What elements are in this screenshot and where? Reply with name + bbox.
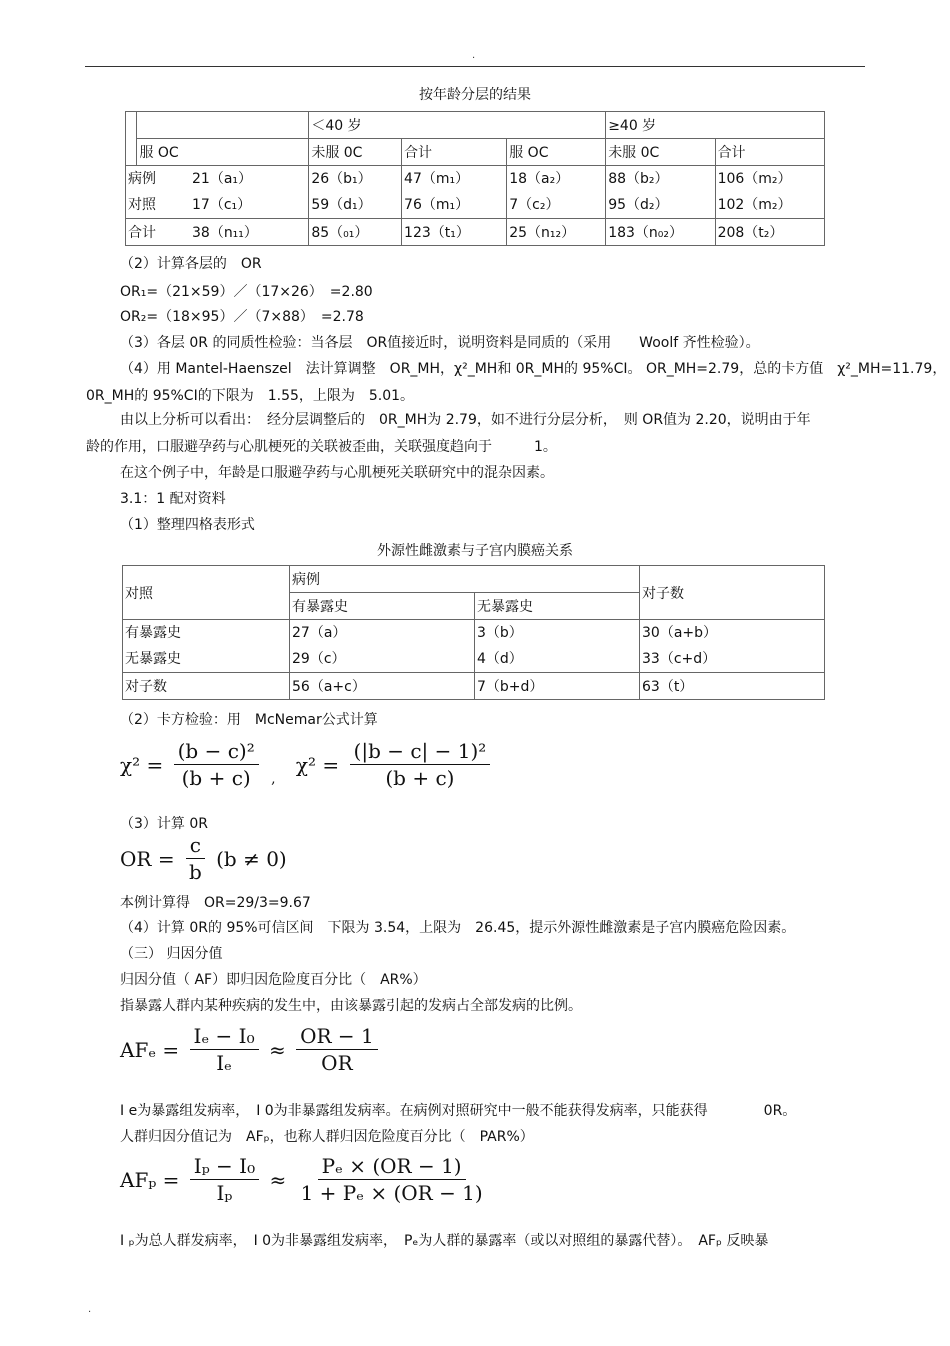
table1-row-control: 对照: [128, 197, 156, 213]
table1-case-line: [128, 166, 306, 192]
paragraph: 人群归因分值记为 AFₚ，也称人群归因危险度百分比（ PAR%）: [120, 1129, 534, 1145]
paragraph: （2）计算各层的 OR: [120, 256, 262, 272]
fraction-numerator: OR − 1: [296, 1023, 378, 1050]
table2-pairs-bd: 7（b+d）: [475, 673, 640, 700]
afe-formula: [120, 1023, 382, 1076]
fraction: [190, 1153, 259, 1206]
paragraph: （3）各层 0R 的同质性检验：当各层 OR值接近时，说明资料是同质的（采用 Woolf 齐性检验）。: [120, 335, 760, 351]
fraction-numerator: Pₑ × (OR − 1): [318, 1153, 466, 1180]
mcnemar-formula: [120, 738, 494, 791]
table2-title: 外源性雌激素与子宫内膜癌关系: [377, 543, 573, 559]
fraction-numerator: Iₑ − I₀: [190, 1023, 259, 1050]
table1-row-labels: [126, 166, 309, 219]
afp-formula: [120, 1153, 491, 1206]
table2-sub-noexp: 无暴露史: [475, 593, 640, 620]
paragraph: OR₂=（18×95）／（7×88） =2.78: [120, 309, 364, 325]
fraction-denominator: OR: [321, 1051, 353, 1075]
table1-control-total-2: 102（m₂）: [717, 197, 792, 213]
table2-cell-d: 4（d）: [477, 651, 523, 667]
table1-row-total: 合计: [128, 225, 156, 241]
table1-col-oc-2: 服 OC: [507, 139, 606, 166]
table1-row-case: 病例: [128, 171, 156, 187]
fraction: [297, 1153, 487, 1206]
table2-cell-a: 27（a）: [292, 625, 347, 641]
table2-row-labels: [123, 620, 290, 673]
fraction-denominator: Iₚ: [216, 1181, 233, 1205]
table1-total-no-oc-2: 183（n₀₂）: [606, 219, 715, 246]
paragraph: I e为暴露组发病率， I 0为非暴露组发病率。在病例对照研究中一般不能获得发病率，只能获得 0R。: [120, 1103, 797, 1119]
paragraph: 由以上分析可以看出： 经分层调整后的 0R_MH为 2.79，如不进行分层分析， 则 OR值为 2.20，说明由于年: [120, 412, 811, 428]
fraction-denominator: 1 + Pₑ × (OR − 1): [300, 1181, 483, 1205]
paragraph: 归因分值（ AF）即归因危险度百分比（ AR%）: [120, 972, 427, 988]
or-condition: (b ≠ 0): [216, 846, 287, 871]
approx-sign: ≈: [268, 1037, 286, 1062]
paragraph: 3.1：1 配对资料: [120, 491, 226, 507]
table1-blank: [137, 112, 309, 139]
table1-total-no-oc: 85（₀₁）: [309, 219, 402, 246]
table1-total-total-2: 208（t₂）: [715, 219, 824, 246]
chi-lhs-2: χ² =: [295, 752, 340, 777]
table1-corner: [126, 112, 137, 166]
table2-col-control: 对照: [123, 566, 290, 620]
approx-sign: ≈: [269, 1167, 287, 1192]
table1-total-oc: 38（n₁₁）: [192, 225, 258, 241]
fraction: [296, 1023, 378, 1076]
fraction-numerator: (|b − c| − 1)²: [350, 738, 491, 765]
table1-col-total: 合计: [402, 139, 507, 166]
table2-pairs-ac: 56（a+c）: [290, 673, 475, 700]
paragraph: 龄的作用，口服避孕药与心肌梗死的关联被歪曲，关联强度趋向于 1。: [86, 439, 557, 455]
fraction: [350, 738, 491, 791]
fraction-numerator: (b − c)²: [174, 738, 259, 765]
or-lhs: OR =: [120, 846, 175, 871]
paragraph: OR₁=（21×59）／（17×26） =2.80: [120, 284, 373, 300]
table1-col-no-oc: 未服 0C: [309, 139, 402, 166]
table2-cell-cd: 33（c+d）: [642, 651, 717, 667]
paragraph: 在这个例子中，年龄是口服避孕药与心肌梗死关联研究中的混杂因素。: [120, 465, 554, 481]
chi-lhs: χ² =: [120, 752, 164, 777]
table1-group-ge40: ≥40 岁: [606, 112, 825, 139]
afp-lhs: AFₚ =: [120, 1167, 180, 1192]
table1-control-no-oc-2: 95（d₂）: [608, 197, 669, 213]
table2-cell: [640, 620, 825, 673]
table1-total-oc-2: 25（n₁₂）: [507, 219, 606, 246]
table1-case-total: 47（m₁）: [404, 171, 470, 187]
table2-row-exp: 有暴露史: [125, 625, 181, 641]
fraction-denominator: Iₑ: [216, 1051, 232, 1075]
table2-row-noexp: 无暴露史: [125, 651, 181, 667]
table1-total-row-label: [126, 219, 309, 246]
fraction-denominator: b: [188, 860, 202, 884]
table1-total-total: 123（t₁）: [402, 219, 507, 246]
table1-col-oc: 服 OC: [137, 139, 309, 166]
table2-col-pairs: 对子数: [640, 566, 825, 620]
paragraph: （1）整理四格表形式: [120, 517, 255, 533]
paragraph: 0R_MH的 95%CI的下限为 1.55，上限为 5.01。: [86, 388, 415, 404]
fraction-denominator: (b + c): [181, 766, 251, 790]
paragraph: （4）用 Mantel-Haenszel 法计算调整 OR_MH，χ²_MH和 0R_MH的 95%CI。 OR_MH=2.79，总的卡方值 χ²_MH=11.79，: [120, 361, 947, 377]
table1-cell: [402, 166, 507, 219]
fraction: [185, 832, 206, 885]
header-rule: [85, 66, 865, 67]
table1-control-no-oc: 59（d₁）: [311, 197, 372, 213]
table1-case-oc-2: 18（a₂）: [509, 171, 570, 187]
table2-cell-ab: 30（a+b）: [642, 625, 718, 641]
table2-pairs-t: 63（t）: [640, 673, 825, 700]
paragraph: （三） 归因分值: [120, 946, 223, 962]
table1-title: 按年龄分层的结果: [419, 87, 531, 103]
afe-lhs: AFₑ =: [120, 1037, 180, 1062]
paragraph: 指暴露人群内某种疾病的发生中，由该暴露引起的发病占全部发病的比例。: [120, 998, 582, 1014]
table1-case-no-oc-2: 88（b₂）: [608, 171, 669, 187]
table1-cell: [715, 166, 824, 219]
table2-cell-b: 3（b）: [477, 625, 523, 641]
paragraph: （3）计算 0R: [120, 816, 208, 832]
table2-row-pairs: 对子数: [123, 673, 290, 700]
table1-control-oc: 17（c₁）: [192, 197, 252, 213]
paragraph: I ₚ为总人群发病率， I 0为非暴露组发病率， Pₑ为人群的暴露率（或以对照组的暴露代替）。 AFₚ 反映暴: [120, 1233, 769, 1249]
header-dot: .: [472, 50, 476, 61]
age-stratified-table: [125, 111, 825, 246]
fraction: [174, 738, 259, 791]
table2-col-case: 病例: [290, 566, 640, 593]
comma: ,: [271, 770, 276, 787]
table1-case-no-oc: 26（b₁）: [311, 171, 372, 187]
or-formula: [120, 832, 287, 885]
paragraph: （4）计算 0R的 95%可信区间 下限为 3.54，上限为 26.45，提示外源性雌激素是子宫内膜癌危险因素。: [120, 920, 796, 936]
table1-case-oc: 21（a₁）: [192, 171, 253, 187]
table1-control-line: [128, 192, 306, 218]
fraction-denominator: (b + c): [385, 766, 455, 790]
table1-cell: [309, 166, 402, 219]
table1-col-no-oc-2: 未服 0C: [606, 139, 715, 166]
table2-cell-c: 29（c）: [292, 651, 346, 667]
paragraph: 本例计算得 OR=29/3=9.67: [120, 895, 311, 911]
table1-col-total-2: 合计: [715, 139, 824, 166]
paired-table: [122, 565, 825, 700]
table1-control-total: 76（m₁）: [404, 197, 470, 213]
table2-cell: [290, 620, 475, 673]
table2-cell: [475, 620, 640, 673]
table1-group-lt40: ＜40 岁: [309, 112, 606, 139]
fraction: [190, 1023, 259, 1076]
footer-dot: .: [88, 1304, 92, 1315]
table1-case-total-2: 106（m₂）: [717, 171, 792, 187]
table2-sub-exp: 有暴露史: [290, 593, 475, 620]
table1-control-oc-2: 7（c₂）: [509, 197, 560, 213]
table1-cell: [507, 166, 606, 219]
fraction-numerator: c: [186, 832, 205, 859]
table1-cell: [606, 166, 715, 219]
fraction-numerator: Iₚ − I₀: [190, 1153, 259, 1180]
paragraph: （2）卡方检验：用 McNemar公式计算: [120, 712, 378, 728]
